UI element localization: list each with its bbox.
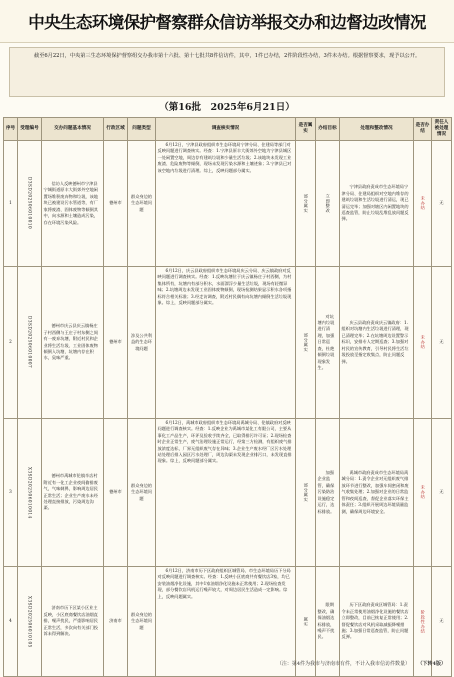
closed-status: 未办结	[420, 335, 426, 350]
header-code: 受理编号	[18, 118, 42, 141]
cell-closed	[414, 267, 432, 419]
cell-handling: 宁津县政府责成市生态环境局宁津分局、住建局组织对空地内堆存的建筑垃圾和生活垃圾进行清运，现已清运完毕；加强对辖区内闲置地块的巡查监管，防止垃圾乱堆乱放问题反弹。	[340, 141, 414, 267]
cell-summary: 信访人反映德州市宁津县宁城街道原丰大街郊外空地闲置场堆积废弃物和垃圾，该地块已被建设污水管道等，有厂家将废渣、固体废物等倾倒其中，向水源和土壤造成污染，存在环境污染风险。	[42, 141, 104, 267]
header-goal: 办结目标	[316, 118, 340, 141]
header-no: 序号	[4, 118, 18, 141]
page-footer	[0, 659, 454, 670]
header-type: 问题类型	[128, 118, 156, 141]
cell-punish: 无	[432, 141, 452, 267]
cell-closed	[414, 141, 432, 267]
closed-status: 阶段性办结	[420, 609, 426, 634]
footer-note: （注：第4件为我市与济南市有件，不计入我市信访件数量）	[276, 661, 410, 667]
cell-code	[18, 141, 42, 267]
cell-verified	[296, 141, 316, 267]
closed-status: 未办结	[420, 196, 426, 211]
cell-handling: 庆云县政府责成庆云镇政府：1.组织对坑塘内生活垃圾进行清理，现已清理完毕；2.在坑塘周边设置警示标识，安排专人定期巡查；3.加强对村民的宣传教育，引导村民将生活垃圾投放至指定收集点，防止问题反弹。	[340, 267, 414, 419]
cell-no: 4	[4, 567, 18, 677]
code-text: X3SD202506010014	[27, 466, 33, 519]
cell-goal: 限期整改，确保油烟达标排放，噪声不扰民。	[316, 567, 340, 677]
cell-summary: 德州市禹城市伦镇辛店村附近有一化工企业夜间偷排废气，气味刺鼻，影响周边居民正常生活；企业生产废水未经处理直接排放，污染周边沟渠。	[42, 419, 104, 567]
cell-region: 德州市	[104, 419, 128, 567]
header-region: 行政区域	[104, 118, 128, 141]
page-title: 中央生态环境保护督察群众信访举报交办和边督边改情况	[0, 0, 454, 43]
header-investigation: 调查核实情况	[156, 118, 296, 141]
petition-table	[3, 117, 452, 677]
header-handling: 处理和整改情况	[340, 118, 414, 141]
cell-investigation: 6月12日，宁津县政府组织市生态环境局宁津分局、住建局等部门对反映问题进行调查核实。经查：1.宁津县原丰大街郊外空地为宁津县城区一处闲置空地，周边存有建筑垃圾和少量生活垃圾；2.该地块未发现工业废渣、危险废物等倾倒，现场未发现污染水源和土壤迹象；3.宁津县已对该空地内垃圾进行清理。综上，反映问题部分属实。	[156, 141, 296, 267]
cell-closed	[414, 419, 432, 567]
table-header-row	[4, 118, 452, 141]
verified-text: 属实	[303, 616, 309, 627]
cell-code	[18, 419, 42, 567]
cell-type: 群众身边的生态环境问题	[128, 567, 156, 677]
cell-verified	[296, 267, 316, 419]
header-verified: 是否属实	[296, 118, 316, 141]
cell-code	[18, 267, 42, 419]
verified-text: 部分属实	[303, 333, 309, 352]
cell-investigation: 6月12日，庆云县政府组织市生态环境局庆云分局、庆云镇政府对反映问题进行调查核实。经查：1.反映坑塘位于庆云镇杨庄子村西侧，为村集体所有，坑塘内有部分积水，水面漂浮少量生活垃圾，现场有轻微异味；2.坑塘周边未发现工业固体废物倾倒，现场检测结果显示积水各项指标符合相关标准；3.经走访调查，附近村民偶有向坑塘内倾倒生活垃圾现象。综上，反映问题部分属实。	[156, 267, 296, 419]
cell-punish: 无	[432, 567, 452, 677]
header-summary: 交办问题基本情况	[42, 118, 104, 141]
cell-type: 群众身边的生态环境问题	[128, 141, 156, 267]
cell-region: 德州市	[104, 267, 128, 419]
cell-type: 涉及公共利益的生态环境问题	[128, 267, 156, 419]
cell-investigation: 6月12日，济南市历下区政府组织区城管局、市生态环境局历下分局对反映问题进行调查核实。经查：1.反映小区底商共有餐饮店3家，均已安装油烟净化设施，其中1家油烟净化设施未正常使用；2.现场检查发现，部分餐饮店风机运行噪声较大，对周边居民生活造成一定影响。综上，反映问题属实。	[156, 567, 296, 677]
cell-handling: 禹城市政府责成市生态环境局禹城分局：1.责令企业对无组织废气排放环节进行整改，加强车间密闭和废气收集处理；2.加强对企业的日常监管和夜间巡查，督促企业落实环保主体责任；3.组织开展周边环境质量监测，确保周边环境安全。	[340, 419, 414, 567]
batch-title: （第16批 2025年6月21日）	[159, 102, 295, 113]
cell-verified	[296, 419, 316, 567]
cell-goal	[316, 141, 340, 267]
cell-no: 3	[4, 419, 18, 567]
cell-goal: 加强企业监管，确保污染防治设施稳定运行，达标排放。	[316, 419, 340, 567]
cell-summary: 济南市历下区某小区业主反映，小区底商餐饮店油烟直排，噪声扰民，严重影响居民正常生活，多次向有关部门投诉未得到解决。	[42, 567, 104, 677]
cell-type: 群众身边的生态环境问题	[128, 419, 156, 567]
cell-investigation: 6月12日，禹城市政府组织市生态环境局禹城分局、伦镇政府对反映问题进行调查核实。经查：1.反映企业为禹城市某化工有限公司，主要从事化工产品生产，环评及验收手续齐全，已取得排污许可证；2.现场检查时企业正常生产，废气治理设施正常运行，经第三方检测，有组织废气排放浓度达标，厂界无组织废气存在异味；3.企业生产废水经厂区污水处理站处理后排入园区污水处理厂，周边沟渠未发现企业排污口，未发现直排现象。综上，反映问题部分属实。	[156, 419, 296, 567]
table-row	[4, 419, 452, 567]
cell-goal: 对坑塘内垃圾进行清理，加强日常巡查，杜绝倾倒垃圾现象发生。	[316, 267, 340, 419]
table-row	[4, 141, 452, 267]
verified-text: 部分属实	[303, 194, 309, 213]
header-closed: 是否办结	[414, 118, 432, 141]
cell-region: 德州市	[104, 141, 128, 267]
code-text: D3SD202506010010	[27, 177, 33, 230]
cell-no: 1	[4, 141, 18, 267]
cell-punish: 无	[432, 267, 452, 419]
cell-handling: 历下区政府责成区城管局：1.责令未正常使用油烟净化设施的餐饮店立即整改，目前已恢复正常使用；2.督促餐饮店对风机采取减振降噪措施；3.加强日常巡查监管，防止问题反弹。	[340, 567, 414, 677]
lead-paragraph: 截至6月22日，中央第三生态环境保护督察组交办我市第十六批、第十七批共8件信访件，其中，1件已办结，2件阶段性办结，3件未办结。根据督察要求，现予以公开。	[9, 47, 445, 97]
verified-text: 部分属实	[303, 483, 309, 502]
cell-no: 2	[4, 267, 18, 419]
cell-punish: 无	[432, 419, 452, 567]
code-text: X3SD202506010105	[27, 595, 33, 648]
continued-label: （下转4版）	[417, 661, 446, 667]
code-text: D3SD202506010007	[27, 316, 33, 369]
closed-status: 未办结	[420, 485, 426, 500]
cell-region: 济南市	[104, 567, 128, 677]
cell-summary: 德州市庆云县庆云镇杨庄子村西侧与王庄子村东侧之间有一废弃坑塘，附近村民和企业将生活垃圾、工业固体废物倾倒入坑塘，坑塘内存在积水，臭味严重。	[42, 267, 104, 419]
goal-text: 立即整改	[325, 194, 331, 213]
table-row	[4, 267, 452, 419]
header-punish: 责任人被处理情况	[432, 118, 452, 141]
